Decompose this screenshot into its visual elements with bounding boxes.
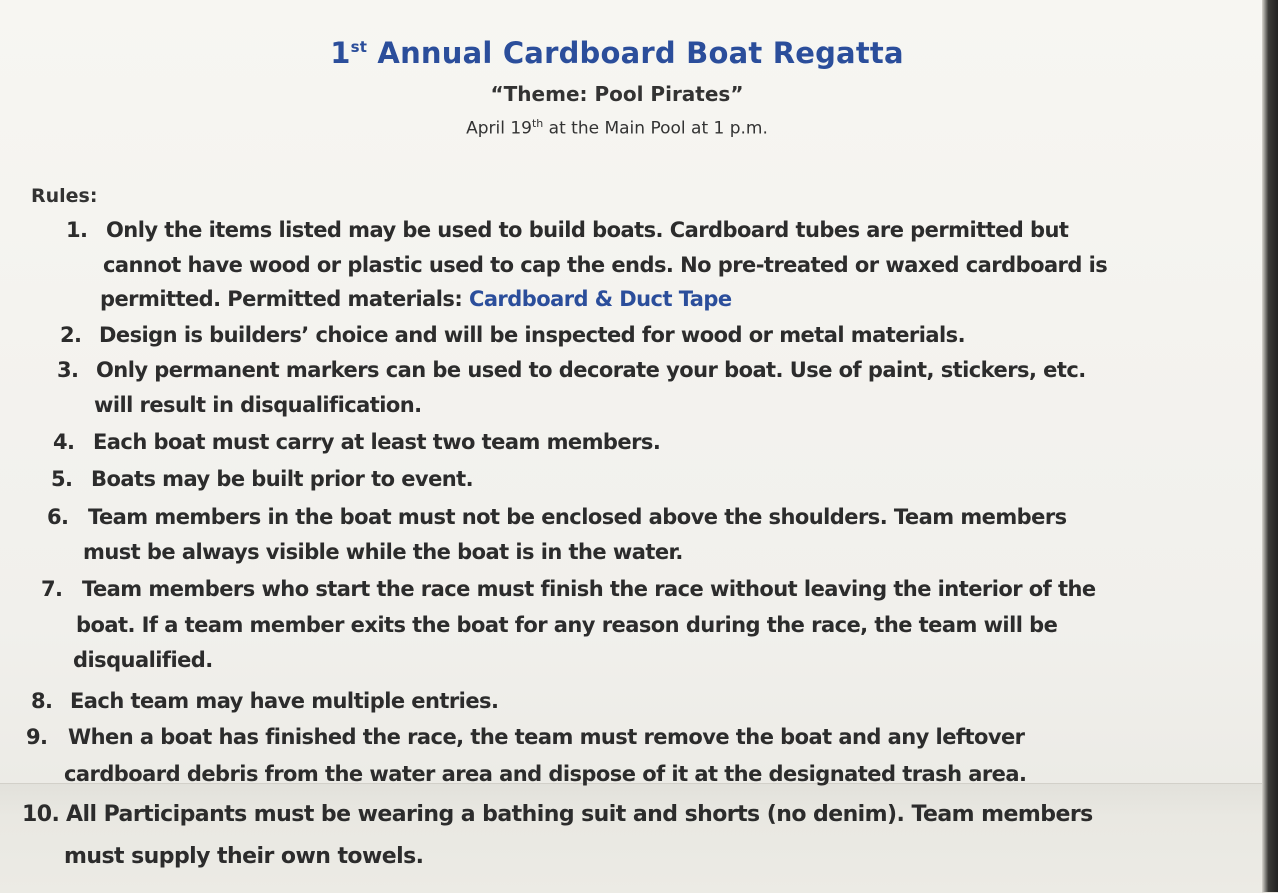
title-text: Annual Cardboard Boat Regatta	[367, 36, 904, 70]
rule-line: must supply their own towels.	[64, 844, 424, 869]
theme-subtitle: “Theme: Pool Pirates”	[490, 82, 744, 106]
rule-number: 10.	[22, 802, 60, 827]
rule-number: 1.	[66, 218, 88, 242]
rule-line: will result in disqualification.	[94, 393, 422, 417]
date-prefix: April 19	[466, 118, 532, 139]
rule-line: disqualified.	[73, 648, 213, 672]
rule-line: must be always visible while the boat is in the water.	[83, 540, 683, 564]
page-title	[0, 36, 1234, 70]
rule-line: Only permanent markers can be used to decorate your boat. Use of paint, stickers, etc.	[96, 358, 1086, 382]
rule-line: Team members in the boat must not be enclosed above the shoulders. Team members	[88, 505, 1067, 529]
rule-number: 8.	[31, 689, 53, 713]
event-date-line	[0, 117, 1234, 139]
rule-line	[100, 282, 732, 317]
rule-number: 2.	[60, 323, 82, 347]
rule-line: Boats may be built prior to event.	[91, 467, 474, 491]
title-ordinal: 1	[330, 36, 351, 70]
rule-number: 6.	[47, 505, 69, 529]
rule-line: cannot have wood or plastic used to cap the ends. No pre-treated or waxed cardboard is	[103, 253, 1108, 277]
date-location: at the Main Pool at 1 p.m.	[543, 118, 768, 139]
paper-edge	[1262, 0, 1278, 892]
rule-number: 4.	[53, 430, 75, 454]
title-ordinal-suffix: st	[350, 38, 368, 56]
rule-line: All Participants must be wearing a bathing suit and shorts (no denim). Team members	[66, 802, 1093, 827]
rule-number: 5.	[51, 467, 73, 491]
rule-line: Team members who start the race must finish the race without leaving the interior of the	[82, 577, 1096, 601]
rule-number: 9.	[26, 725, 48, 749]
rule-line: When a boat has finished the race, the team must remove the boat and any leftover	[68, 725, 1025, 749]
date-ordinal-suffix: th	[531, 117, 544, 130]
rule-line: cardboard debris from the water area and dispose of it at the designated trash area.	[64, 762, 1027, 786]
rule-number: 3.	[57, 358, 79, 382]
rule-line: Only the items listed may be used to build boats. Cardboard tubes are permitted but	[106, 218, 1069, 242]
rule-line: Each team may have multiple entries.	[70, 689, 499, 713]
rule-line: Design is builders’ choice and will be inspected for wood or metal materials.	[99, 323, 966, 347]
rule-line-text: permitted. Permitted materials:	[100, 287, 469, 311]
rule-line: boat. If a team member exits the boat for any reason during the race, the team will be	[76, 613, 1058, 637]
rules-heading: Rules:	[31, 185, 98, 207]
rule-line: Each boat must carry at least two team members.	[93, 430, 661, 454]
permitted-materials: Cardboard & Duct Tape	[468, 287, 732, 311]
rule-number: 7.	[41, 577, 63, 601]
